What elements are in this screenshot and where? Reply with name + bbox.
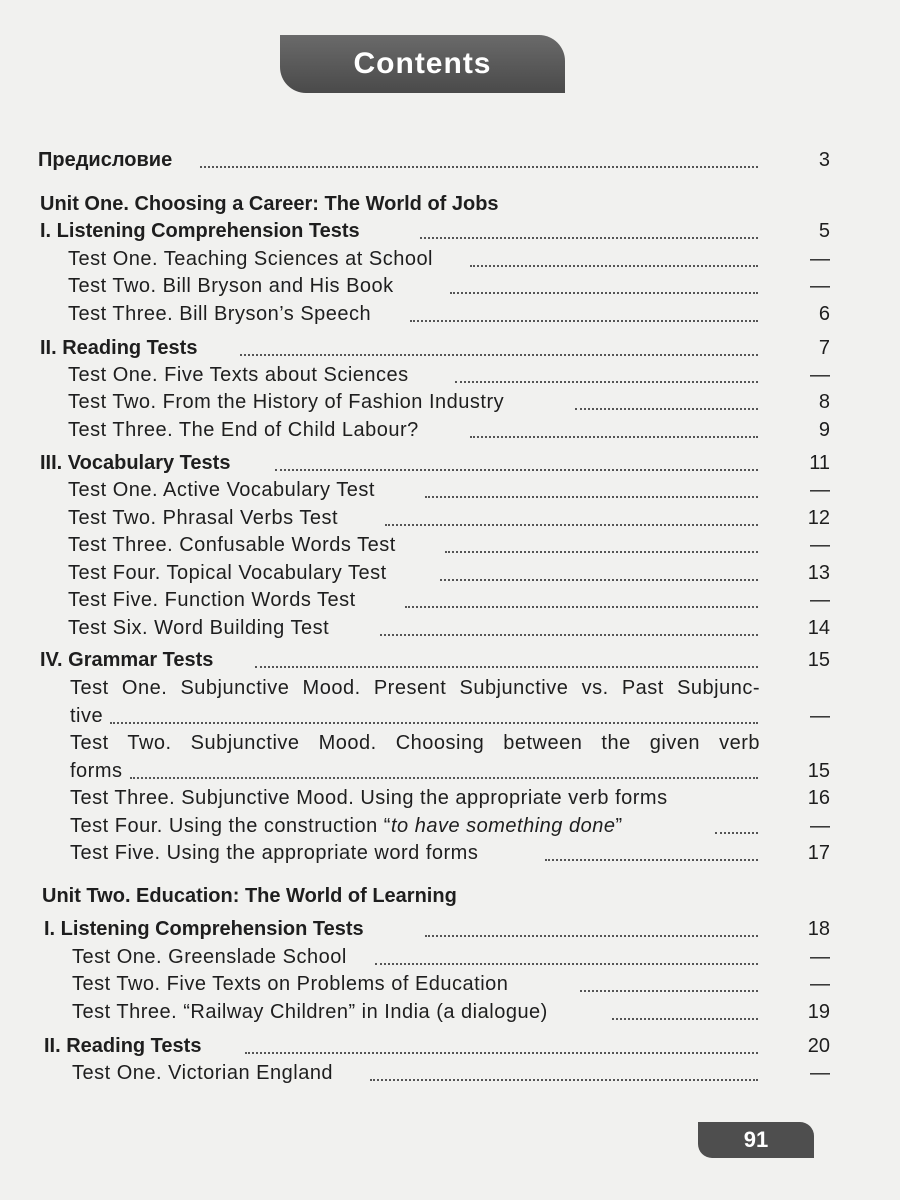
toc-page-number: 16 bbox=[807, 787, 830, 809]
toc-entry-label: III. Vocabulary Tests bbox=[40, 449, 236, 477]
toc-page-number: — bbox=[810, 275, 830, 297]
toc-page-number: — bbox=[810, 1062, 830, 1084]
dot-leader bbox=[455, 381, 758, 383]
dot-leader bbox=[275, 469, 758, 471]
toc-entry-u1-listening[interactable] bbox=[0, 217, 900, 245]
toc-entry-test[interactable] bbox=[0, 531, 900, 559]
dot-leader bbox=[575, 408, 758, 410]
dot-leader bbox=[440, 579, 758, 581]
unit-two-heading: Unit Two. Education: The World of Learning bbox=[42, 885, 457, 907]
toc-entry-label: Предисловие bbox=[38, 146, 178, 174]
toc-entry-test[interactable] bbox=[0, 970, 900, 998]
toc-entry-test[interactable] bbox=[0, 784, 900, 812]
toc-page-number: — bbox=[810, 973, 830, 995]
toc-page-number: 15 bbox=[807, 760, 830, 782]
toc-page-number: 14 bbox=[807, 617, 830, 639]
page-number-tab: 91 bbox=[698, 1122, 814, 1158]
toc-entry-preface[interactable] bbox=[0, 146, 900, 174]
toc-entry-test[interactable] bbox=[0, 559, 900, 587]
toc-page-number: 9 bbox=[818, 419, 830, 441]
dot-leader bbox=[612, 1018, 758, 1020]
toc-entry-label: I. Listening Comprehension Tests bbox=[44, 915, 370, 943]
label-italic-construction: to have something done bbox=[390, 815, 616, 837]
toc-entry-label: Test Six. Word Building Test bbox=[68, 614, 335, 642]
toc-entry-label: Test Two. Five Texts on Problems of Education bbox=[72, 970, 514, 998]
dot-leader bbox=[410, 320, 758, 322]
toc-entry-label: Test Three. “Railway Children” in India (a dialogue) bbox=[72, 998, 554, 1026]
dot-leader bbox=[370, 1079, 758, 1081]
toc-entry-label-line1: Test One. Subjunctive Mood. Present Subjunctive vs. Past Subjunc- bbox=[70, 677, 760, 699]
toc-entry-label: Test One. Victorian England bbox=[72, 1059, 339, 1087]
toc-entry-test[interactable] bbox=[0, 702, 900, 730]
toc-entry-u2-reading[interactable] bbox=[0, 1032, 900, 1060]
toc-page-number: 19 bbox=[807, 1001, 830, 1023]
toc-entry-test[interactable] bbox=[0, 504, 900, 532]
toc-entry-test[interactable] bbox=[0, 272, 900, 300]
toc-page-number: 12 bbox=[807, 507, 830, 529]
toc-entry-test[interactable] bbox=[0, 300, 900, 328]
toc-page-number: — bbox=[810, 479, 830, 501]
dot-leader bbox=[470, 265, 758, 267]
toc-page-number: 17 bbox=[807, 842, 830, 864]
dot-leader bbox=[445, 551, 758, 553]
toc-page-number: 18 bbox=[807, 918, 830, 940]
toc-entry-u1-grammar[interactable] bbox=[0, 646, 900, 674]
toc-entry-label: Test Five. Using the appropriate word forms bbox=[70, 839, 484, 867]
label-prefix: Test Four. Using the construction “ bbox=[70, 815, 391, 837]
toc-entry-label: Test Three. Subjunctive Mood. Using the appropriate verb forms bbox=[70, 784, 674, 812]
toc-page-number: 5 bbox=[818, 220, 830, 242]
dot-leader bbox=[380, 634, 758, 636]
toc-entry-label: Test One. Greenslade School bbox=[72, 943, 353, 971]
toc-entry-u1-reading[interactable] bbox=[0, 334, 900, 362]
dot-leader bbox=[715, 832, 758, 834]
toc-page-number: — bbox=[810, 589, 830, 611]
toc-entry-test[interactable] bbox=[0, 586, 900, 614]
toc-page-number: — bbox=[810, 946, 830, 968]
dot-leader bbox=[405, 606, 758, 608]
dot-leader bbox=[245, 1052, 758, 1054]
toc-entry-label: Test Two. Bill Bryson and His Book bbox=[68, 272, 400, 300]
toc-page-number: 15 bbox=[807, 649, 830, 671]
toc-entry-label: Test Three. The End of Child Labour? bbox=[68, 416, 425, 444]
dot-leader bbox=[110, 722, 758, 724]
toc-entry-label bbox=[70, 812, 629, 840]
toc-entry-label: Test One. Active Vocabulary Test bbox=[68, 476, 381, 504]
dot-leader bbox=[425, 935, 758, 937]
dot-leader bbox=[200, 166, 758, 168]
dot-leader bbox=[450, 292, 758, 294]
dot-leader bbox=[385, 524, 758, 526]
toc-entry-u2-listening[interactable] bbox=[0, 915, 900, 943]
contents-title: Contents bbox=[280, 35, 565, 93]
toc-entry-test[interactable] bbox=[0, 998, 900, 1026]
toc-page-number: — bbox=[810, 815, 830, 837]
toc-entry-label-line1: Test Two. Subjunctive Mood. Choosing between the given verb bbox=[70, 732, 760, 754]
toc-page-number: 8 bbox=[818, 391, 830, 413]
toc-entry-label-line2: forms bbox=[70, 757, 129, 785]
toc-entry-test[interactable] bbox=[0, 757, 900, 785]
toc-entry-u1-vocabulary[interactable] bbox=[0, 449, 900, 477]
label-suffix: ” bbox=[615, 815, 623, 837]
toc-page-number: — bbox=[810, 705, 830, 727]
dot-leader bbox=[240, 354, 758, 356]
toc-page-number: 7 bbox=[818, 337, 830, 359]
unit-one-heading: Unit One. Choosing a Career: The World of Jobs bbox=[40, 193, 499, 215]
toc-entry-test[interactable] bbox=[0, 361, 900, 389]
dot-leader bbox=[420, 237, 758, 239]
toc-entry-label: Test Four. Topical Vocabulary Test bbox=[68, 559, 393, 587]
toc-entry-test[interactable] bbox=[0, 839, 900, 867]
toc-page-number: 11 bbox=[809, 452, 830, 474]
toc-entry-label: Test Three. Confusable Words Test bbox=[68, 531, 402, 559]
dot-leader bbox=[255, 666, 758, 668]
toc-entry-label: Test One. Teaching Sciences at School bbox=[68, 245, 439, 273]
toc-entry-test[interactable] bbox=[0, 812, 900, 840]
toc-entry-label: Test Two. Phrasal Verbs Test bbox=[68, 504, 344, 532]
toc-page-number: 20 bbox=[807, 1035, 830, 1057]
toc-entry-label: Test Five. Function Words Test bbox=[68, 586, 362, 614]
dot-leader bbox=[470, 436, 758, 438]
toc-entry-label: Test One. Five Texts about Sciences bbox=[68, 361, 415, 389]
toc-entry-label: I. Listening Comprehension Tests bbox=[40, 217, 366, 245]
toc-entry-label: II. Reading Tests bbox=[40, 334, 203, 362]
toc-page-number: — bbox=[810, 364, 830, 386]
toc-page-number: — bbox=[810, 534, 830, 556]
toc-entry-test[interactable] bbox=[0, 614, 900, 642]
toc-entry-label: II. Reading Tests bbox=[44, 1032, 207, 1060]
toc-page-number: 13 bbox=[807, 562, 830, 584]
toc-entry-label-line2: tive bbox=[70, 702, 109, 730]
dot-leader bbox=[580, 990, 758, 992]
toc-entry-test[interactable] bbox=[0, 1059, 900, 1087]
dot-leader bbox=[545, 859, 758, 861]
toc-entry-test[interactable] bbox=[0, 943, 900, 971]
dot-leader bbox=[425, 496, 758, 498]
toc-page-number: — bbox=[810, 248, 830, 270]
toc-page-number: 3 bbox=[818, 149, 830, 171]
toc-page-number: 6 bbox=[818, 303, 830, 325]
toc-entry-test[interactable] bbox=[0, 388, 900, 416]
toc-entry-test[interactable] bbox=[0, 416, 900, 444]
dot-leader bbox=[375, 963, 758, 965]
toc-entry-test[interactable] bbox=[0, 476, 900, 504]
toc-entry-label: Test Three. Bill Bryson’s Speech bbox=[68, 300, 377, 328]
toc-entry-label: Test Two. From the History of Fashion Industry bbox=[68, 388, 510, 416]
dot-leader bbox=[130, 777, 758, 779]
toc-entry-test[interactable] bbox=[0, 245, 900, 273]
toc-entry-label: IV. Grammar Tests bbox=[40, 646, 219, 674]
